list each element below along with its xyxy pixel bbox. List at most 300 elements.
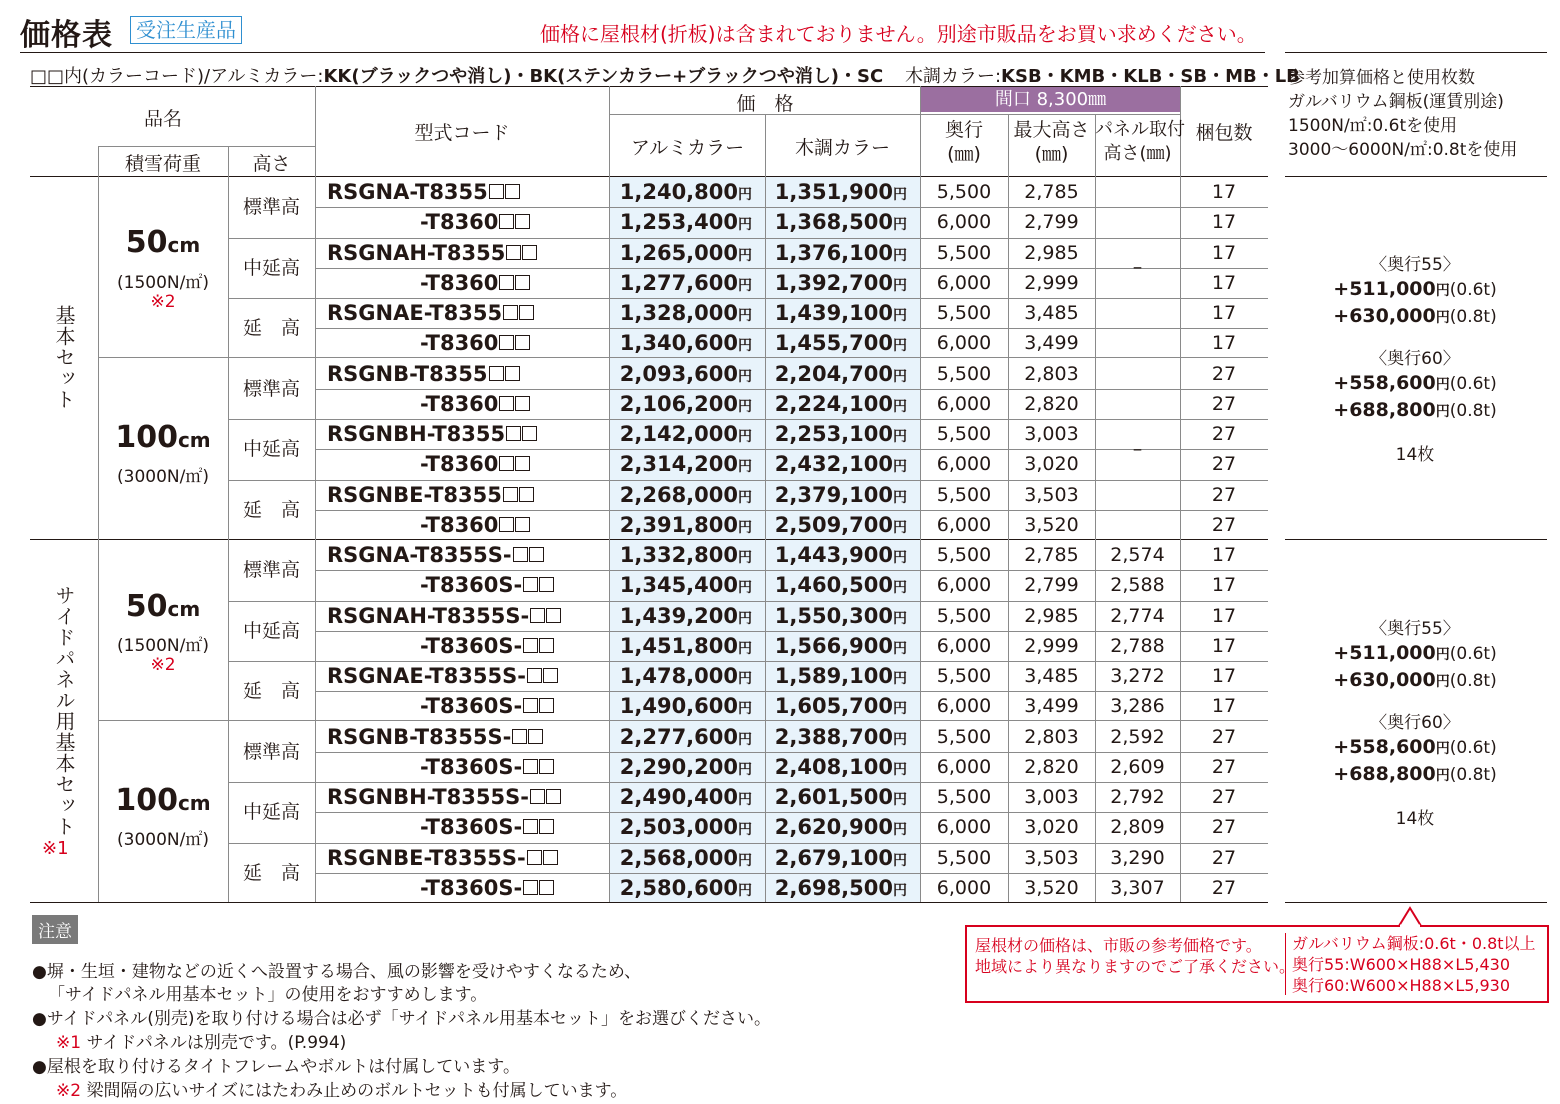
yen-unit: 円 — [738, 338, 752, 354]
price-wood-value: 1,589,100 — [774, 664, 893, 688]
model-code — [327, 298, 617, 328]
price-alu — [610, 359, 752, 389]
load-unit: cm — [177, 428, 211, 452]
model-code-text: RSGNAE-T8355 — [327, 301, 503, 325]
name-sub-rule — [98, 146, 316, 147]
pack-count: 17 — [1211, 574, 1237, 596]
yen-unit: 円 — [893, 701, 907, 717]
note-1b: 「サイドパネル用基本セット」の使用をおすすめします。 — [48, 985, 488, 1005]
wood-color-label: 木調カラー: — [904, 66, 1002, 87]
ref-depth55-label: 〈奥行55〉 — [1370, 255, 1460, 275]
price-alu-value: 1,439,200 — [619, 604, 738, 628]
ref-price: +558,600 — [1333, 736, 1436, 758]
price-alu — [610, 480, 752, 510]
price-alu-value: 1,277,600 — [619, 271, 738, 295]
color-code-line — [30, 62, 1300, 88]
price-alu-value: 2,106,200 — [619, 392, 738, 416]
model-code — [327, 782, 617, 812]
ref-depth55-label: 〈奥行55〉 — [1370, 619, 1460, 639]
color-code-box — [503, 305, 518, 320]
model-code-text: -T8360S- — [420, 634, 523, 658]
price-wood-value: 1,605,700 — [774, 694, 893, 718]
price-alu — [610, 570, 752, 600]
color-code-box — [506, 245, 521, 260]
ref-sheet-count: 14枚 — [1395, 445, 1435, 465]
max-height: 2,799 — [1024, 211, 1079, 233]
ref-price: +630,000 — [1333, 669, 1436, 691]
header-depth-unit: (㎜) — [947, 143, 981, 165]
depth: 6,000 — [936, 453, 992, 475]
color-code-box — [499, 275, 514, 290]
ref-depth55-08 — [1280, 305, 1550, 327]
pack-count: 27 — [1211, 423, 1237, 445]
load-100-basic-sub: (3000N/㎡) — [117, 467, 209, 487]
pack-count: 27 — [1211, 514, 1237, 536]
model-code-text: -T8360S- — [420, 573, 523, 597]
color-code-box — [539, 577, 554, 592]
depth: 5,500 — [936, 423, 992, 445]
yen-unit: 円 — [738, 550, 752, 566]
price-wood-value: 1,566,900 — [774, 634, 893, 658]
color-code-box — [512, 729, 527, 744]
load-value: 100 — [115, 420, 178, 455]
yen-unit: 円 — [893, 792, 907, 808]
model-code-text: RSGNA-T8355S- — [327, 543, 512, 567]
load-100-side-sub: (3000N/㎡) — [117, 830, 209, 850]
depth: 5,500 — [936, 302, 992, 324]
ref-thickness: (0.8t) — [1449, 765, 1497, 785]
yen-unit: 円 — [738, 217, 752, 233]
yen-unit: 円 — [738, 187, 752, 203]
price-wood — [765, 268, 907, 298]
pack-count: 17 — [1211, 211, 1237, 233]
height-label: 標準高 — [242, 741, 300, 763]
group-side-panel-set: サイドパネル用基本セット — [52, 585, 76, 837]
yen-unit: 円 — [893, 429, 907, 445]
pack-count: 27 — [1211, 393, 1237, 415]
yen-unit: 円 — [893, 822, 907, 838]
color-code-box — [489, 184, 504, 199]
price-wood-value: 2,620,900 — [774, 815, 893, 839]
yen-unit: 円 — [893, 399, 907, 415]
yen-unit: 円 — [893, 520, 907, 536]
price-alu — [610, 238, 752, 268]
price-wood — [765, 419, 907, 449]
price-alu-value: 2,290,200 — [619, 755, 738, 779]
model-code-text: RSGNB-T8355 — [327, 362, 488, 386]
price-alu — [610, 449, 752, 479]
header-price: 価 格 — [736, 93, 794, 115]
model-code-text: -T8360S- — [420, 755, 523, 779]
price-alu — [610, 873, 752, 903]
panel-height — [1095, 480, 1180, 510]
price-alu-value: 2,277,600 — [619, 725, 738, 749]
ref-thickness: (0.6t) — [1449, 280, 1497, 300]
height-label: 標準高 — [242, 196, 300, 218]
price-wood — [765, 449, 907, 479]
load-100-basic — [98, 420, 228, 455]
model-code-text: RSGNAH-T8355S- — [327, 604, 530, 628]
made-to-order-badge: 受注生産品 — [130, 16, 242, 44]
roof-price-note-2: 地域により異なりますのでご了承ください。 — [975, 957, 1296, 976]
pack-count: 27 — [1211, 726, 1237, 748]
price-wood-value: 2,388,700 — [774, 725, 893, 749]
model-code-text: RSGNBH-T8355S- — [327, 785, 529, 809]
ref-thickness: (0.8t) — [1449, 671, 1497, 691]
price-wood — [765, 752, 907, 782]
color-code-box — [519, 487, 534, 502]
price-wood-value: 1,550,300 — [774, 604, 893, 628]
color-code-box — [543, 668, 558, 683]
load-50-side — [98, 589, 228, 624]
pack-count: 27 — [1211, 847, 1237, 869]
yen-unit: 円 — [1435, 377, 1450, 393]
height-label: 標準高 — [242, 559, 300, 581]
panel-height: 2,788 — [1110, 635, 1165, 657]
model-code — [327, 238, 617, 268]
panel-height: 3,272 — [1110, 665, 1165, 687]
panel-height: 3,290 — [1110, 847, 1165, 869]
pack-count: 27 — [1211, 756, 1237, 778]
panel-height — [1095, 419, 1180, 449]
price-alu — [610, 298, 752, 328]
height-label: 中延高 — [242, 438, 300, 460]
ref-depth55-08 — [1280, 669, 1550, 691]
color-code-box — [522, 245, 537, 260]
price-wood — [765, 177, 907, 207]
yen-unit: 円 — [893, 611, 907, 627]
yen-unit: 円 — [893, 550, 907, 566]
price-alu — [610, 389, 752, 419]
panel-height: 2,588 — [1110, 574, 1165, 596]
header-maxh-unit: (㎜) — [1034, 143, 1069, 165]
price-wood-value: 2,204,700 — [774, 362, 893, 386]
price-wood — [765, 540, 907, 570]
price-alu — [610, 691, 752, 721]
color-code-box — [546, 789, 561, 804]
model-code-text: -T8360 — [420, 513, 499, 537]
color-code-box — [515, 456, 530, 471]
price-alu — [610, 752, 752, 782]
panel-height: 3,307 — [1110, 877, 1165, 899]
price-wood — [765, 510, 907, 540]
yen-unit: 円 — [738, 611, 752, 627]
model-code-text: RSGNBE-T8355 — [327, 483, 502, 507]
color-code-box — [523, 698, 538, 713]
model-code — [327, 359, 617, 389]
group-basic-set: 基本セット — [52, 305, 76, 410]
price-alu — [610, 631, 752, 661]
price-alu-value: 2,568,000 — [619, 846, 738, 870]
ref-price: +558,600 — [1333, 372, 1436, 394]
pack-count: 17 — [1211, 635, 1237, 657]
max-height: 3,520 — [1024, 877, 1079, 899]
pack-count: 27 — [1211, 877, 1237, 899]
yen-unit: 円 — [893, 217, 907, 233]
color-code-box — [523, 577, 538, 592]
color-code-box — [499, 517, 514, 532]
callout-pointer — [1397, 905, 1423, 927]
model-code — [327, 843, 617, 873]
yen-unit: 円 — [738, 671, 752, 687]
panel-height — [1095, 207, 1180, 237]
depth: 6,000 — [936, 695, 992, 717]
price-alu — [610, 540, 752, 570]
color-code-box — [499, 214, 514, 229]
price-wood — [765, 359, 907, 389]
reference-rule — [1285, 52, 1547, 53]
yen-unit: 円 — [738, 308, 752, 324]
depth: 5,500 — [936, 786, 992, 808]
header-panel-height — [1095, 118, 1185, 166]
max-height: 3,503 — [1024, 847, 1079, 869]
panel-height — [1095, 177, 1180, 207]
load-50-basic — [98, 225, 228, 260]
pack-count: 17 — [1211, 544, 1237, 566]
max-height: 3,503 — [1024, 484, 1079, 506]
price-wood — [765, 631, 907, 661]
depth: 5,500 — [936, 544, 992, 566]
price-alu-value: 2,314,200 — [619, 452, 738, 476]
color-code-box — [530, 789, 545, 804]
yen-unit: 円 — [1435, 674, 1450, 690]
price-wood-value: 1,460,500 — [774, 573, 893, 597]
color-code-box — [505, 366, 520, 381]
price-wood-value: 2,601,500 — [774, 785, 893, 809]
model-code-text: RSGNBH-T8355 — [327, 422, 506, 446]
price-alu-value: 1,328,000 — [619, 301, 738, 325]
pack-count: 27 — [1211, 453, 1237, 475]
model-code-text: RSGNBE-T8355S- — [327, 846, 526, 870]
color-code-box — [515, 335, 530, 350]
roof-spec-1: ガルバリウム鋼板:0.6t・0.8t以上 — [1292, 934, 1536, 953]
model-code-text: RSGNAH-T8355 — [327, 241, 506, 265]
max-height: 3,020 — [1024, 453, 1079, 475]
price-wood-value: 2,679,100 — [774, 846, 893, 870]
header-height: 高さ — [252, 153, 291, 175]
panel-height — [1095, 268, 1180, 298]
note-3: ●屋根を取り付けるタイトフレームやボルトは付属しています。 — [32, 1057, 520, 1077]
header-product-name: 品名 — [143, 108, 182, 130]
panel-height: 2,792 — [1110, 786, 1165, 808]
depth: 6,000 — [936, 332, 992, 354]
ref-thickness: (0.6t) — [1449, 738, 1497, 758]
model-code-text: RSGNAE-T8355S- — [327, 664, 526, 688]
ref-thickness: (0.6t) — [1449, 644, 1497, 664]
header-depth-label: 奥行 — [944, 119, 983, 141]
pack-count: 17 — [1211, 181, 1237, 203]
reference-title-2: ガルバリウム鋼板(運賃別途) — [1288, 92, 1504, 112]
price-wood-value: 2,509,700 — [774, 513, 893, 537]
pack-count: 17 — [1211, 272, 1237, 294]
depth: 5,500 — [936, 484, 992, 506]
price-alu — [610, 268, 752, 298]
price-alu — [610, 177, 752, 207]
color-code-box — [523, 759, 538, 774]
price-alu — [610, 812, 752, 842]
price-alu-value: 2,142,000 — [619, 422, 738, 446]
yen-unit: 円 — [1435, 768, 1450, 784]
price-alu-value: 1,340,600 — [619, 331, 738, 355]
price-wood-value: 1,439,100 — [774, 301, 893, 325]
price-alu-value: 1,451,800 — [619, 634, 738, 658]
price-wood — [765, 873, 907, 903]
pack-count: 27 — [1211, 363, 1237, 385]
reference-title-3: 1500N/㎡:0.6tを使用 — [1288, 116, 1458, 136]
load-value: 50 — [125, 225, 168, 260]
price-wood — [765, 691, 907, 721]
price-alu — [610, 419, 752, 449]
panel-dash-50: – — [1132, 256, 1143, 278]
pack-count: 27 — [1211, 816, 1237, 838]
col-line-model — [315, 86, 316, 902]
note-3b — [56, 1076, 627, 1101]
color-code-box — [539, 638, 554, 653]
price-alu-value: 1,240,800 — [619, 180, 738, 204]
price-wood — [765, 812, 907, 842]
max-height: 2,985 — [1024, 242, 1079, 264]
page-title: 価格表 — [20, 18, 113, 53]
price-alu — [610, 782, 752, 812]
roof-price-box — [965, 925, 1549, 1003]
reference-header-rule — [1285, 176, 1547, 177]
roof-price-note-1: 屋根材の価格は、市販の参考価格です。 — [975, 936, 1262, 955]
max-height: 2,799 — [1024, 574, 1079, 596]
price-wood-value: 2,253,100 — [774, 422, 893, 446]
height-label: 中延高 — [242, 620, 300, 642]
yen-unit: 円 — [1435, 647, 1450, 663]
yen-unit: 円 — [738, 580, 752, 596]
max-height: 3,485 — [1024, 665, 1079, 687]
yen-unit: 円 — [738, 762, 752, 778]
note-2: ●サイドパネル(別売)を取り付ける場合は必ず「サイドパネル用基本セット」をお選びください。 — [32, 1009, 772, 1029]
panel-height: 2,774 — [1110, 605, 1165, 627]
yen-unit: 円 — [893, 671, 907, 687]
price-wood — [765, 843, 907, 873]
price-wood — [765, 207, 907, 237]
model-code-text: RSGNB-T8355S- — [327, 725, 512, 749]
color-code-box — [499, 456, 514, 471]
price-alu-value: 1,478,000 — [619, 664, 738, 688]
note-3b-mark: ※2 — [56, 1081, 82, 1101]
max-height: 3,003 — [1024, 423, 1079, 445]
model-code — [327, 540, 617, 570]
ref-price: +688,800 — [1333, 763, 1436, 785]
price-alu — [610, 722, 752, 752]
max-height: 2,785 — [1024, 544, 1079, 566]
max-height: 2,803 — [1024, 726, 1079, 748]
max-height: 3,020 — [1024, 816, 1079, 838]
load-50-side-mark: ※2 — [150, 655, 176, 675]
pack-count: 27 — [1211, 786, 1237, 808]
note-1: ●塀・生垣・建物などの近くへ設置する場合、風の影響を受けやすくなるため、 — [32, 962, 642, 982]
ref-depth55-06 — [1280, 642, 1550, 664]
load-value: 50 — [125, 589, 168, 624]
panel-height: 2,592 — [1110, 726, 1165, 748]
price-wood-value: 2,432,100 — [774, 452, 893, 476]
price-wood — [765, 601, 907, 631]
color-code-box — [515, 517, 530, 532]
yen-unit: 円 — [893, 732, 907, 748]
height-label: 中延高 — [242, 257, 300, 279]
roof-price-note — [975, 935, 1295, 977]
model-code-text: -T8360S- — [420, 876, 523, 900]
load-value: 100 — [115, 783, 178, 818]
load-unit: cm — [167, 233, 201, 257]
header-maxh-label: 最大高さ — [1013, 119, 1090, 141]
height-label: 延 高 — [242, 680, 300, 702]
roof-material-notice: 価格に屋根材(折板)は含まれておりません。別途市販品をお買い求めください。 — [540, 22, 1257, 46]
ref-price: +511,000 — [1333, 278, 1436, 300]
yen-unit: 円 — [738, 792, 752, 808]
panel-height — [1095, 389, 1180, 419]
depth: 6,000 — [936, 877, 992, 899]
roof-spec-3: 奥行60:W600×H88×L5,930 — [1292, 976, 1511, 995]
header-model-code: 型式コード — [414, 122, 510, 144]
color-code-box — [522, 426, 537, 441]
price-alu-value: 2,391,800 — [619, 513, 738, 537]
model-code-text: -T8360S- — [420, 815, 523, 839]
max-height: 2,999 — [1024, 272, 1079, 294]
load-50-side-sub: (1500N/㎡) — [117, 636, 209, 656]
depth: 5,500 — [936, 847, 992, 869]
price-alu — [610, 843, 752, 873]
depth: 5,500 — [936, 726, 992, 748]
pack-count: 17 — [1211, 695, 1237, 717]
panel-height — [1095, 238, 1180, 268]
yen-unit: 円 — [893, 490, 907, 506]
title-rule — [20, 52, 1265, 53]
pack-count: 17 — [1211, 605, 1237, 627]
model-code — [327, 722, 617, 752]
color-code-box — [523, 819, 538, 834]
yen-unit: 円 — [738, 459, 752, 475]
yen-unit: 円 — [893, 338, 907, 354]
color-code-box — [539, 759, 554, 774]
price-wood-value: 1,392,700 — [774, 271, 893, 295]
price-alu-value: 2,490,400 — [619, 785, 738, 809]
price-alu-value: 2,503,000 — [619, 815, 738, 839]
note-2b-text: サイドパネルは別売です。(P.994) — [81, 1033, 347, 1053]
price-alu — [610, 510, 752, 540]
price-alu-value: 2,268,000 — [619, 483, 738, 507]
color-code-box — [515, 396, 530, 411]
color-code-box — [539, 698, 554, 713]
price-wood-value: 1,351,900 — [774, 180, 893, 204]
price-alu-value: 2,093,600 — [619, 362, 738, 386]
color-code-box — [499, 335, 514, 350]
roof-spec-2: 奥行55:W600×H88×L5,430 — [1292, 955, 1511, 974]
header-panel-unit: 高さ(㎜) — [1103, 143, 1172, 164]
yen-unit: 円 — [893, 369, 907, 385]
yen-unit: 円 — [738, 278, 752, 294]
header-max-height — [1008, 118, 1095, 166]
model-code — [327, 177, 617, 207]
price-alu-value: 1,253,400 — [619, 210, 738, 234]
max-height: 2,785 — [1024, 181, 1079, 203]
panel-height — [1095, 328, 1180, 358]
color-code-box — [519, 305, 534, 320]
max-height: 2,999 — [1024, 635, 1079, 657]
model-code — [327, 480, 617, 510]
price-alu-value: 1,265,000 — [619, 241, 738, 265]
yen-unit: 円 — [1435, 310, 1450, 326]
group-side-panel-mark: ※1 — [42, 838, 69, 859]
depth: 5,500 — [936, 605, 992, 627]
load-unit: cm — [167, 597, 201, 621]
note-3b-text: 梁間隔の広いサイズにはたわみ止めのボルトセットも付属しています。 — [81, 1081, 628, 1101]
model-code-text: -T8360 — [420, 331, 499, 355]
